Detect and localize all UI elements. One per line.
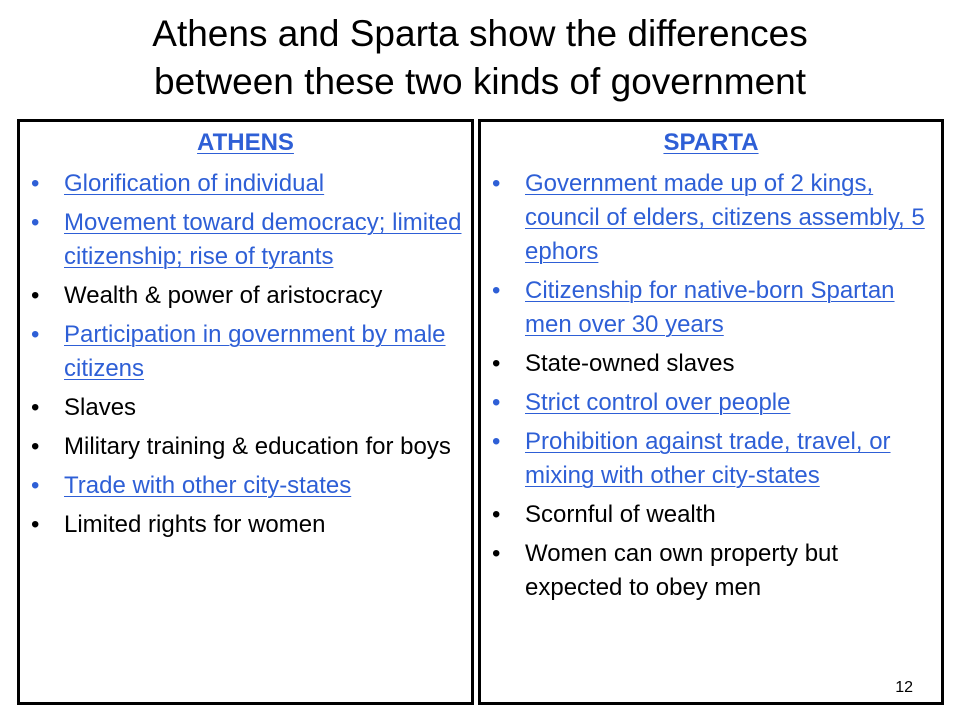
bullet-icon: • [492,350,501,377]
list-item [481,498,941,532]
list-item-link[interactable]: Glorification of individual [64,170,325,197]
bullet-icon: • [31,282,40,309]
list-item-text: Slaves [64,394,137,421]
list-item [20,508,471,542]
bullet-icon: • [492,277,501,304]
page-title [0,10,960,106]
list-item-link[interactable]: Strict control over people [525,389,791,416]
list-item [20,391,471,425]
list-item-link[interactable]: Participation in government by male citizens [64,321,446,382]
list-item-text: Military training & education for boys [64,433,451,460]
list-item-text: State-owned slaves [525,350,735,377]
list-item[interactable] [20,469,471,503]
athens-list [20,167,471,547]
list-item[interactable] [20,167,471,201]
bullet-icon: • [492,170,501,197]
list-item-text: Wealth & power of aristocracy [64,282,383,309]
bullet-icon: • [492,501,501,528]
list-item [20,279,471,313]
list-item-text: Limited rights for women [64,511,326,538]
bullet-icon: • [31,321,40,348]
list-item[interactable] [481,425,941,493]
bullet-icon: • [31,170,40,197]
bullet-icon: • [492,389,501,416]
bullet-icon: • [31,472,40,499]
sparta-heading[interactable]: SPARTA [663,129,759,156]
list-item[interactable] [20,206,471,274]
bullet-icon: • [31,511,40,538]
list-item [481,537,941,605]
bullet-icon: • [492,540,501,567]
list-item[interactable] [20,318,471,386]
list-item-link[interactable]: Prohibition against trade, travel, or mixing with other city-states [525,428,891,489]
list-item-link[interactable]: Citizenship for native-born Spartan men over 30 years [525,277,895,338]
list-item[interactable] [481,167,941,269]
list-item[interactable] [481,274,941,342]
list-item [481,347,941,381]
title-line-1: Athens and Sparta show the differences [152,13,808,54]
bullet-icon: • [492,428,501,455]
list-item-link[interactable]: Trade with other city-states [64,472,352,499]
sparta-panel [478,119,944,705]
athens-panel [17,119,474,705]
title-line-2: between these two kinds of government [154,61,806,102]
list-item-text: Women can own property but expected to obey men [525,540,839,601]
page-number: 12 [895,679,913,696]
list-item-link[interactable]: Movement toward democracy; limited citizenship; rise of tyrants [64,209,462,270]
list-item[interactable] [481,386,941,420]
list-item-text: Scornful of wealth [525,501,716,528]
athens-heading[interactable]: ATHENS [197,129,294,156]
bullet-icon: • [31,433,40,460]
list-item [20,430,471,464]
sparta-list [481,167,941,610]
bullet-icon: • [31,209,40,236]
bullet-icon: • [31,394,40,421]
list-item-link[interactable]: Government made up of 2 kings, council of elders, citizens assembly, 5 ephors [525,170,925,265]
